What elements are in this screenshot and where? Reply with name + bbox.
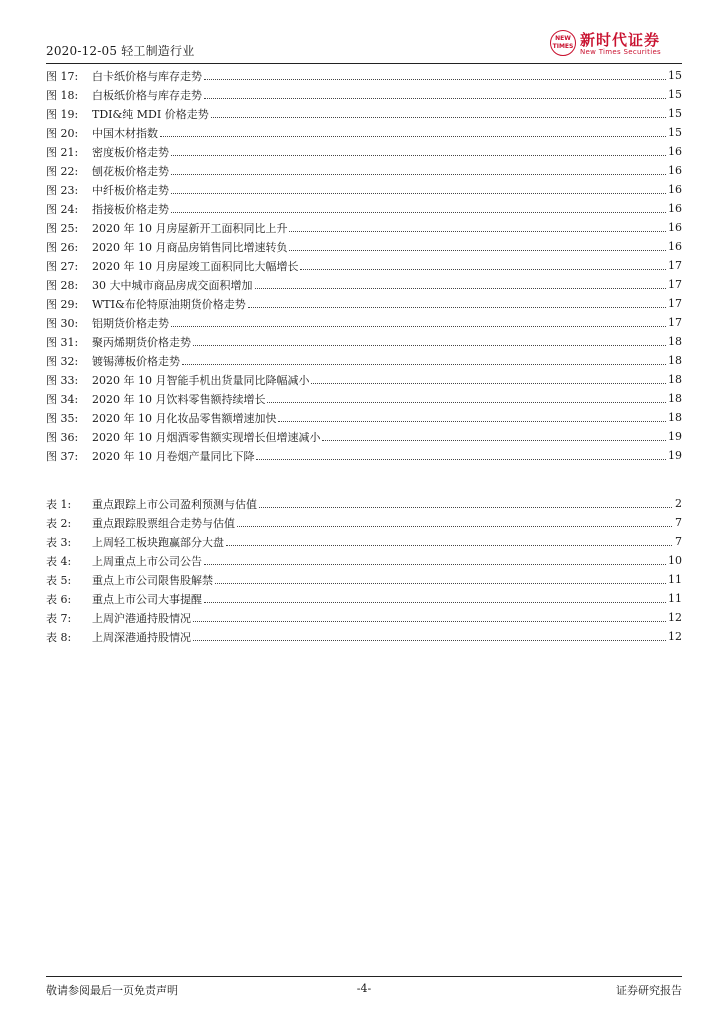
toc-entry[interactable]	[46, 66, 682, 85]
toc-entry-title: 刨花板价格走势	[92, 164, 169, 178]
toc-entry[interactable]	[46, 294, 682, 313]
toc-entry-page: 15	[668, 126, 682, 139]
toc-dot-leader	[160, 136, 666, 137]
toc-entry-label: 表 7:	[46, 611, 72, 625]
toc-entry-label: 图 21:	[46, 145, 79, 159]
toc-entry-label: 表 1:	[46, 497, 72, 511]
logo-english-name: New Times Securities	[580, 48, 661, 56]
toc-entry[interactable]	[46, 408, 682, 427]
toc-entry-title: 密度板价格走势	[92, 145, 169, 159]
toc-entry[interactable]	[46, 513, 682, 532]
toc-entry-title: 重点跟踪股票组合走势与估值	[92, 516, 235, 530]
company-logo	[550, 28, 682, 60]
toc-entry-page: 12	[668, 611, 682, 624]
toc-entry-page: 11	[668, 592, 682, 605]
logo-emblem-bottom: TIMES	[552, 43, 574, 50]
toc-dot-leader	[193, 640, 666, 641]
toc-dot-leader	[171, 155, 666, 156]
toc-entry-label: 图 33:	[46, 373, 79, 387]
toc-entry[interactable]	[46, 570, 682, 589]
toc-entry-page: 10	[668, 554, 682, 567]
toc-entry-label: 图 30:	[46, 316, 79, 330]
toc-entry-label: 图 29:	[46, 297, 79, 311]
toc-entry[interactable]	[46, 142, 682, 161]
table-of-contents	[46, 66, 682, 646]
toc-dot-leader	[267, 402, 666, 403]
toc-dot-leader	[182, 364, 666, 365]
toc-dot-leader	[311, 383, 666, 384]
toc-dot-leader	[226, 545, 672, 546]
toc-entry-page: 7	[675, 535, 682, 548]
toc-entry[interactable]	[46, 218, 682, 237]
toc-entry-label: 表 8:	[46, 630, 72, 644]
toc-entry-label: 表 5:	[46, 573, 72, 587]
toc-entry[interactable]	[46, 351, 682, 370]
toc-dot-leader	[278, 421, 666, 422]
toc-entry-title: 2020 年 10 月房屋竣工面积同比大幅增长	[92, 259, 299, 273]
toc-dot-leader	[171, 326, 666, 327]
toc-entry-page: 15	[668, 107, 682, 120]
toc-dot-leader	[289, 231, 666, 232]
toc-entry-page: 15	[668, 69, 682, 82]
toc-dot-leader	[322, 440, 666, 441]
toc-dot-leader	[289, 250, 666, 251]
toc-entry-label: 图 36:	[46, 430, 79, 444]
toc-entry-title: 重点跟踪上市公司盈利预测与估值	[92, 497, 257, 511]
toc-entry-page: 18	[668, 411, 682, 424]
toc-entry-label: 表 4:	[46, 554, 72, 568]
toc-entry-page: 16	[668, 202, 682, 215]
toc-entry-title: 2020 年 10 月化妆品零售额增速加快	[92, 411, 277, 425]
toc-entry-page: 18	[668, 354, 682, 367]
toc-entry[interactable]	[46, 389, 682, 408]
figure-list	[46, 66, 682, 465]
toc-entry-label: 图 23:	[46, 183, 79, 197]
toc-entry-page: 17	[668, 278, 682, 291]
toc-entry-page: 17	[668, 316, 682, 329]
toc-dot-leader	[171, 212, 666, 213]
toc-entry-label: 图 20:	[46, 126, 79, 140]
footer-disclaimer: 敬请参阅最后一页免责声明	[46, 984, 178, 997]
toc-entry-page: 17	[668, 297, 682, 310]
toc-entry-title: 上周重点上市公司公告	[92, 554, 202, 568]
toc-entry-title: 30 大中城市商品房成交面积增加	[92, 278, 253, 292]
toc-entry-page: 16	[668, 240, 682, 253]
toc-entry[interactable]	[46, 180, 682, 199]
toc-entry-title: 2020 年 10 月饮料零售额持续增长	[92, 392, 266, 406]
toc-entry[interactable]	[46, 237, 682, 256]
toc-entry-page: 19	[668, 430, 682, 443]
toc-entry-label: 表 3:	[46, 535, 72, 549]
toc-entry[interactable]	[46, 161, 682, 180]
footer-divider	[46, 976, 682, 977]
toc-dot-leader	[215, 583, 666, 584]
toc-entry-page: 16	[668, 221, 682, 234]
toc-dot-leader	[248, 307, 666, 308]
toc-dot-leader	[193, 621, 666, 622]
toc-entry-title: WTI&布伦特原油期货价格走势	[92, 297, 246, 311]
toc-entry-title: 2020 年 10 月烟酒零售额实现增长但增速减小	[92, 430, 321, 444]
toc-dot-leader	[204, 98, 666, 99]
toc-entry[interactable]	[46, 627, 682, 646]
toc-entry-label: 图 31:	[46, 335, 79, 349]
toc-entry-page: 16	[668, 145, 682, 158]
toc-entry-label: 图 17:	[46, 69, 79, 83]
toc-dot-leader	[171, 193, 666, 194]
toc-entry[interactable]	[46, 446, 682, 465]
toc-entry-page: 11	[668, 573, 682, 586]
toc-entry-label: 图 34:	[46, 392, 79, 406]
toc-entry[interactable]	[46, 313, 682, 332]
toc-entry-label: 表 2:	[46, 516, 72, 530]
toc-entry-title: 上周轻工板块跑赢部分大盘	[92, 535, 224, 549]
toc-entry-title: 2020 年 10 月房屋新开工面积同比上升	[92, 221, 288, 235]
toc-entry-title: 上周沪港通持股情况	[92, 611, 191, 625]
toc-entry-page: 18	[668, 373, 682, 386]
toc-entry-title: 2020 年 10 月智能手机出货量同比降幅减小	[92, 373, 310, 387]
toc-dot-leader	[211, 117, 666, 118]
toc-entry[interactable]	[46, 199, 682, 218]
toc-entry-page: 18	[668, 392, 682, 405]
toc-entry-page: 7	[675, 516, 682, 529]
toc-entry-title: 重点上市公司限售股解禁	[92, 573, 213, 587]
toc-entry[interactable]	[46, 332, 682, 351]
table-list	[46, 494, 682, 646]
toc-entry-page: 15	[668, 88, 682, 101]
toc-entry-title: 中纤板价格走势	[92, 183, 169, 197]
toc-entry-page: 2	[675, 497, 682, 510]
logo-emblem-icon	[550, 30, 576, 56]
toc-dot-leader	[237, 526, 672, 527]
toc-entry-label: 图 25:	[46, 221, 79, 235]
toc-entry-label: 表 6:	[46, 592, 72, 606]
toc-entry-label: 图 37:	[46, 449, 79, 463]
toc-entry[interactable]	[46, 608, 682, 627]
toc-entry[interactable]	[46, 85, 682, 104]
toc-entry[interactable]	[46, 256, 682, 275]
toc-entry-title: 2020 年 10 月商品房销售同比增速转负	[92, 240, 288, 254]
toc-entry-title: 中国木材指数	[92, 126, 158, 140]
toc-entry-title: 重点上市公司大事提醒	[92, 592, 202, 606]
toc-dot-leader	[259, 507, 672, 508]
toc-entry-title: 白卡纸价格与库存走势	[92, 69, 202, 83]
toc-entry-label: 图 22:	[46, 164, 79, 178]
toc-entry-title: 指接板价格走势	[92, 202, 169, 216]
toc-entry-title: 白板纸价格与库存走势	[92, 88, 202, 102]
toc-entry[interactable]	[46, 427, 682, 446]
toc-dot-leader	[300, 269, 666, 270]
toc-entry-label: 图 19:	[46, 107, 79, 121]
toc-dot-leader	[204, 564, 666, 565]
footer-page-number: -4-	[356, 982, 372, 995]
toc-entry-label: 图 28:	[46, 278, 79, 292]
toc-entry-title: 2020 年 10 月卷烟产量同比下降	[92, 449, 255, 463]
toc-entry-page: 19	[668, 449, 682, 462]
toc-entry[interactable]	[46, 104, 682, 123]
toc-entry-title: 铝期货价格走势	[92, 316, 169, 330]
toc-entry[interactable]	[46, 532, 682, 551]
toc-dot-leader	[256, 459, 666, 460]
toc-entry[interactable]	[46, 551, 682, 570]
toc-entry-label: 图 26:	[46, 240, 79, 254]
toc-entry-label: 图 18:	[46, 88, 79, 102]
toc-entry[interactable]	[46, 123, 682, 142]
toc-dot-leader	[204, 602, 666, 603]
toc-entry-page: 16	[668, 183, 682, 196]
toc-entry-title: 镀锡薄板价格走势	[92, 354, 180, 368]
logo-chinese-name: 新时代证券	[580, 31, 661, 49]
toc-entry-label: 图 27:	[46, 259, 79, 273]
toc-entry-page: 16	[668, 164, 682, 177]
logo-emblem-top: NEW	[555, 35, 571, 42]
toc-entry-page: 12	[668, 630, 682, 643]
toc-entry-title: 上周深港通持股情况	[92, 630, 191, 644]
toc-entry[interactable]	[46, 275, 682, 294]
page-header	[46, 28, 682, 62]
toc-entry-title: 聚丙烯期货价格走势	[92, 335, 191, 349]
toc-dot-leader	[171, 174, 666, 175]
toc-entry-title: TDI&纯 MDI 价格走势	[92, 107, 209, 121]
header-divider	[46, 63, 682, 64]
toc-entry-page: 18	[668, 335, 682, 348]
toc-dot-leader	[193, 345, 666, 346]
toc-dot-leader	[255, 288, 667, 289]
toc-entry-page: 17	[668, 259, 682, 272]
toc-entry[interactable]	[46, 370, 682, 389]
toc-entry[interactable]	[46, 494, 682, 513]
footer-report-type: 证券研究报告	[616, 984, 682, 997]
toc-dot-leader	[204, 79, 666, 80]
toc-entry-label: 图 32:	[46, 354, 79, 368]
toc-entry[interactable]	[46, 589, 682, 608]
header-date-industry: 2020-12-05 轻工制造行业	[46, 44, 195, 58]
toc-entry-label: 图 24:	[46, 202, 79, 216]
list-gap	[46, 465, 682, 494]
toc-entry-label: 图 35:	[46, 411, 79, 425]
